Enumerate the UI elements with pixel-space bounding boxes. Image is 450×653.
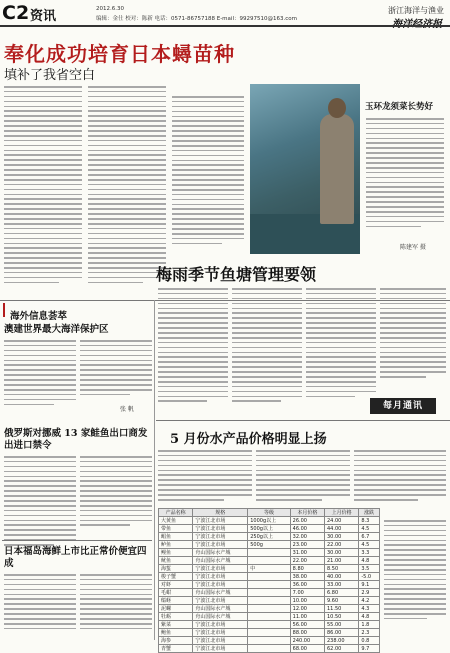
- table-row: [159, 589, 380, 597]
- header-region: 浙江海洋与渔业: [388, 6, 444, 15]
- table-cell: 6.7: [359, 533, 380, 541]
- headline: 奉化成功培育日本蟳苗种: [4, 42, 235, 66]
- paper-name: [392, 15, 442, 30]
- table-cell: 86.00: [325, 629, 359, 637]
- table-row: [159, 525, 380, 533]
- header-rule: [0, 25, 450, 27]
- table-cell: 31.00: [290, 549, 324, 557]
- table-row: [159, 533, 380, 541]
- table-cell: 毛蚶: [159, 589, 193, 597]
- table-cell: [248, 637, 290, 645]
- photo-text: [366, 118, 444, 244]
- table-cell: 0.8: [359, 637, 380, 645]
- table-cell: 牡蛎: [159, 613, 193, 621]
- section-name: 资讯: [30, 9, 57, 24]
- sidebar-item1-title: 澳建世界最大海洋保护区: [4, 324, 109, 335]
- table-cell: [248, 597, 290, 605]
- table-row: [159, 541, 380, 549]
- article2-body-3: [306, 288, 376, 408]
- article2-body: [158, 288, 228, 408]
- table-cell: 1.8: [359, 621, 380, 629]
- table-cell: 宁波江北市场: [193, 629, 248, 637]
- table-cell: 3.5: [359, 565, 380, 573]
- table-cell: 2.9: [359, 589, 380, 597]
- table-row: [159, 637, 380, 645]
- table-header-cell: 本月价格: [290, 509, 324, 517]
- table-cell: 250g以上: [248, 533, 290, 541]
- table-cell: [248, 621, 290, 629]
- sidebar-item1-body: [4, 340, 76, 412]
- table-cell: 22.00: [325, 541, 359, 549]
- table-cell: [248, 605, 290, 613]
- table-row: [159, 565, 380, 573]
- table-cell: 68.00: [290, 645, 324, 653]
- table-cell: 舟山国际水产城: [193, 613, 248, 621]
- table-header-cell: 规格: [193, 509, 248, 517]
- table-cell: 240.00: [290, 637, 324, 645]
- sidebar-item3-body: [4, 574, 76, 636]
- table-cell: 舟山国际水产城: [193, 589, 248, 597]
- table-cell: 12.00: [290, 605, 324, 613]
- table-cell: 55.00: [325, 621, 359, 629]
- table-cell: 宁波江北市场: [193, 565, 248, 573]
- table-cell: 500g: [248, 541, 290, 549]
- table-cell: 宁波江北市场: [193, 621, 248, 629]
- article3-title: 5 月份水产品价格明显上扬: [170, 432, 327, 447]
- table-row: [159, 517, 380, 525]
- table-cell: 21.00: [325, 557, 359, 565]
- news-photo: [250, 84, 360, 254]
- table-row: [159, 605, 380, 613]
- table-cell: 10.00: [290, 597, 324, 605]
- table-cell: 9.1: [359, 581, 380, 589]
- page-code: C2: [2, 2, 30, 24]
- article2-body-4: [380, 288, 446, 388]
- table-cell: 鲍鱼: [159, 629, 193, 637]
- section-marker: [3, 303, 5, 317]
- table-cell: 宁波江北市场: [193, 517, 248, 525]
- table-cell: [248, 581, 290, 589]
- sidebar-section-title: 海外信息荟萃: [10, 311, 68, 322]
- article2-title: 梅雨季节鱼塘管理要领: [156, 265, 317, 284]
- table-cell: 30.00: [325, 549, 359, 557]
- table-cell: 11.50: [325, 605, 359, 613]
- table-row: [159, 581, 380, 589]
- sidebar-author: 张 帆: [120, 406, 134, 413]
- table-cell: 带鱼: [159, 525, 193, 533]
- table-cell: [248, 613, 290, 621]
- table-row: [159, 621, 380, 629]
- table-cell: 大黄鱼: [159, 517, 193, 525]
- article3-body-3: [354, 450, 446, 506]
- table-cell: 9.60: [325, 597, 359, 605]
- table-cell: [248, 629, 290, 637]
- table-cell: 舟山国际水产城: [193, 605, 248, 613]
- divider: [2, 540, 152, 541]
- table-cell: 9.7: [359, 645, 380, 653]
- table-row: [159, 549, 380, 557]
- article-body: [4, 86, 82, 296]
- table-cell: 宁波江北市场: [193, 533, 248, 541]
- table-cell: 56.00: [290, 621, 324, 629]
- table-row: [159, 597, 380, 605]
- table-cell: [248, 645, 290, 653]
- table-header-cell: 上月价格: [325, 509, 359, 517]
- table-row: [159, 629, 380, 637]
- table-cell: 鳗鱼: [159, 549, 193, 557]
- table-cell: 宁波江北市场: [193, 597, 248, 605]
- table-cell: 30.00: [325, 533, 359, 541]
- table-cell: 40.00: [325, 573, 359, 581]
- table-cell: 8.3: [359, 517, 380, 525]
- table-cell: -5.0: [359, 573, 380, 581]
- table-cell: 海蜇: [159, 565, 193, 573]
- photo-caption: 玉环龙须菜长势好: [365, 102, 434, 112]
- table-cell: 7.00: [290, 589, 324, 597]
- table-cell: 2.3: [359, 629, 380, 637]
- table-cell: 11.00: [290, 613, 324, 621]
- table-cell: 舟山国际水产城: [193, 557, 248, 565]
- table-cell: 44.00: [325, 525, 359, 533]
- table-row: [159, 557, 380, 565]
- table-cell: 4.5: [359, 541, 380, 549]
- table-cell: 对虾: [159, 581, 193, 589]
- column-rule: [154, 300, 155, 640]
- sidebar-item2-title: 俄罗斯对挪威 13 家鲑鱼出口商发出进口禁令: [4, 428, 148, 451]
- table-cell: 4.8: [359, 557, 380, 565]
- table-row: [159, 613, 380, 621]
- table-cell: 中: [248, 565, 290, 573]
- table-cell: 4.5: [359, 525, 380, 533]
- sidebar-item3-body-2: [80, 574, 152, 636]
- table-cell: 宁波江北市场: [193, 573, 248, 581]
- table-cell: 24.00: [325, 517, 359, 525]
- table-note: [384, 520, 446, 632]
- table-cell: 宁波江北市场: [193, 581, 248, 589]
- table-row: [159, 573, 380, 581]
- table-cell: 1000g以上: [248, 517, 290, 525]
- table-cell: 238.00: [325, 637, 359, 645]
- table-header-cell: 产品名称: [159, 509, 193, 517]
- table-cell: 舟山国际水产城: [193, 549, 248, 557]
- table-cell: 青蟹: [159, 645, 193, 653]
- table-cell: 4.8: [359, 613, 380, 621]
- table-cell: [248, 573, 290, 581]
- article3-body-2: [256, 450, 350, 506]
- table-cell: 紫菜: [159, 621, 193, 629]
- table-cell: 泥螺: [159, 605, 193, 613]
- table-cell: 4.3: [359, 605, 380, 613]
- table-cell: 宁波江北市场: [193, 525, 248, 533]
- table-cell: 缢蛏: [159, 597, 193, 605]
- table-cell: 6.80: [325, 589, 359, 597]
- table-cell: 8.80: [290, 565, 324, 573]
- table-header-cell: 涨跌: [359, 509, 380, 517]
- divider: [156, 420, 450, 421]
- table-cell: 鲈鱼: [159, 541, 193, 549]
- table-cell: [248, 557, 290, 565]
- table-header-cell: 等级: [248, 509, 290, 517]
- article3-body: [158, 450, 252, 506]
- table-cell: 33.00: [325, 581, 359, 589]
- table-cell: 500g以上: [248, 525, 290, 533]
- table-row: [159, 645, 380, 653]
- table-cell: 36.00: [290, 581, 324, 589]
- table-cell: [248, 549, 290, 557]
- table-cell: 8.50: [325, 565, 359, 573]
- table-cell: 62.00: [325, 645, 359, 653]
- table-cell: 宁波江北市场: [193, 645, 248, 653]
- article-body-3: [172, 96, 244, 254]
- table-cell: [248, 589, 290, 597]
- table-cell: 宁波江北市场: [193, 637, 248, 645]
- table-cell: 4.2: [359, 597, 380, 605]
- article2-body-2: [232, 288, 302, 408]
- table-cell: 22.00: [290, 557, 324, 565]
- header-date: 2012.6.30: [96, 6, 124, 12]
- subhead: 填补了我省空白: [4, 68, 96, 83]
- monthly-badge: 每月通讯: [370, 398, 436, 414]
- sidebar-item1-body-2: [80, 340, 152, 412]
- sidebar-item3-title: 日本福岛海鲜上市比正常价便宜四成: [4, 546, 147, 569]
- table-cell: 3.3: [359, 549, 380, 557]
- table-cell: 26.00: [290, 517, 324, 525]
- table-cell: 鲳鱼: [159, 533, 193, 541]
- table-cell: 38.00: [290, 573, 324, 581]
- table-cell: 梭子蟹: [159, 573, 193, 581]
- table-cell: 32.00: [290, 533, 324, 541]
- table-cell: 46.00: [290, 525, 324, 533]
- article-body-2: [88, 86, 166, 296]
- price-table: [158, 508, 380, 653]
- table-cell: 10.50: [325, 613, 359, 621]
- table-cell: 宁波江北市场: [193, 541, 248, 549]
- table-cell: 23.00: [290, 541, 324, 549]
- table-cell: 88.00: [290, 629, 324, 637]
- table-cell: 海参: [159, 637, 193, 645]
- table-cell: 鱿鱼: [159, 557, 193, 565]
- photo-author: 陈建军 摄: [400, 244, 426, 251]
- header-editors: 编辑：金仕 校对：陈新 电话：0571-86757188 E-mail：99297510@163.com: [96, 16, 297, 22]
